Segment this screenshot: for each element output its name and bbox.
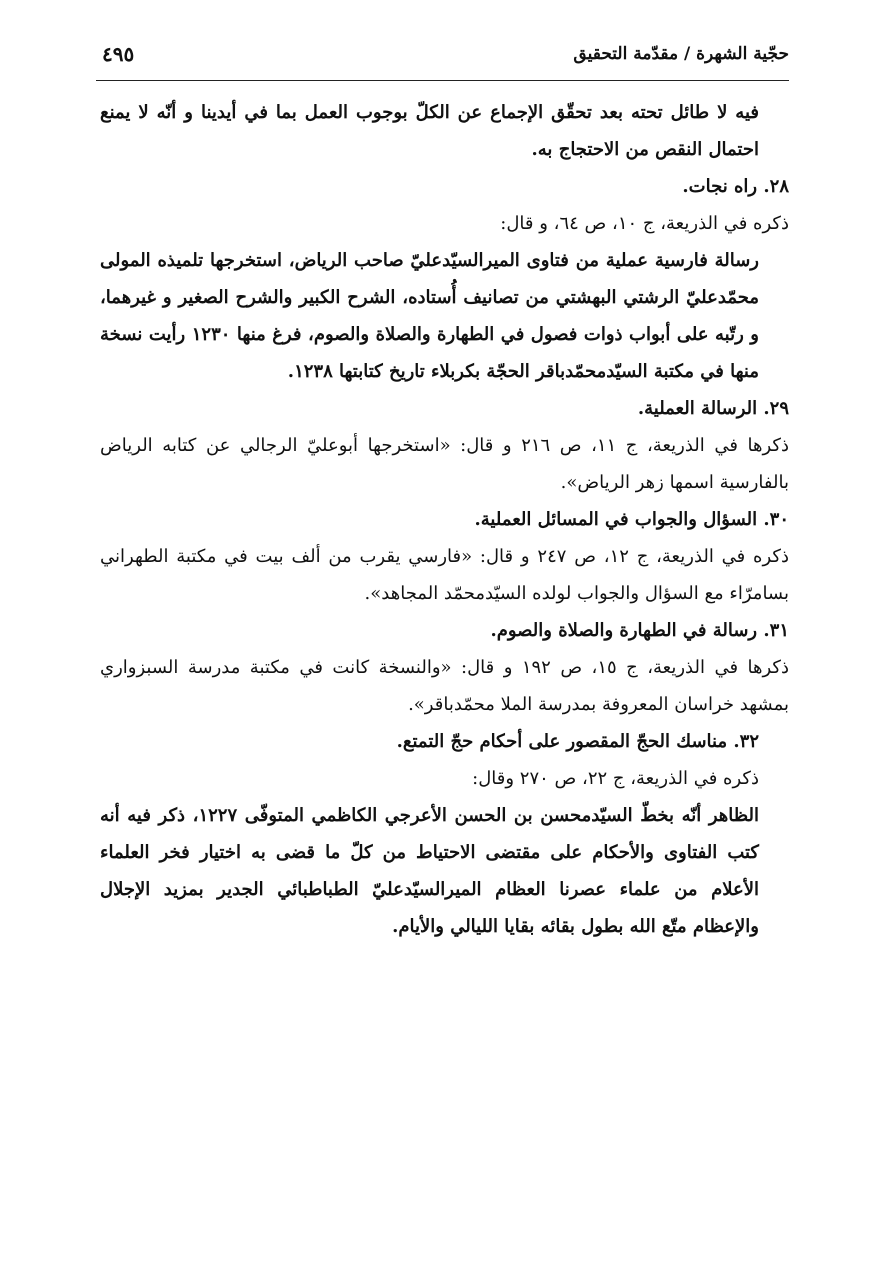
page-number: ٤٩٥	[102, 42, 135, 66]
quote-paragraph: فيه لا طائل تحته بعد تحقّق الإجماع عن الكلّ بوجوب العمل بما في أيدينا و أنّه لا يمنع احتمال النقص من الاحتجاج به.	[100, 102, 759, 160]
running-title: حجّية الشهرة / مقدّمة التحقيق	[573, 44, 789, 64]
citation-paragraph: ذكره في الذريعة، ج ٢٢، ص ٢٧٠ وقال:	[472, 768, 759, 789]
list-item-29: ٢٩. الرسالة العملية.	[637, 398, 789, 419]
list-item-28: ٢٨. راه نجات.	[682, 176, 789, 197]
citation-paragraph: ذكرها في الذريعة، ج ١٥، ص ١٩٢ و قال: «والنسخة كانت في مكتبة مدرسة السبزواري بمشهد خراسان المعروفة بمدرسة الملا محمّدباقر».	[100, 657, 790, 715]
list-item-31: ٣١. رسالة في الطهارة والصلاة والصوم.	[490, 620, 789, 641]
header-divider	[96, 80, 789, 81]
page-header	[96, 36, 789, 80]
body-text	[100, 94, 789, 945]
quote-paragraph: الظاهر أنّه بخطّ السيّدمحسن بن الحسن الأعرجي الكاظمي المتوفّى ١٢٢٧، ذكر فيه أنه كتب الفتاوى والأحكام على مقتضى الاحتياط من كلّ ما قضى به اختيار فخر العلماء الأعلام من علماء عصرنا العظام الميرالسيّدعليّ الطباطبائي الجدير بمزيد الإجلال والإعظام متّع الله بطول بقائه بقايا الليالي والأيام.	[100, 805, 759, 937]
quote-paragraph: رسالة فارسية عملية من فتاوى الميرالسيّدعليّ صاحب الرياض، استخرجها تلميذه المولى محمّدعليّ الرشتي البهشتي من تصانيف أُستاده، الشرح الكبير والشرح الصغير و غيرهما، و رتّبه على أبواب ذوات فصول في الطهارة والصلاة والصوم، فرغ منها ١٢٣٠ رأيت نسخة منها في مكتبة السيّدمحمّدباقر الحجّة بكربلاء تاريخ كتابتها ١٢٣٨.	[100, 250, 760, 382]
citation-paragraph: ذكرها في الذريعة، ج ١١، ص ٢١٦ و قال: «استخرجها أبوعليّ الرجالي عن كتابه الرياض بالفارسية اسمها زهر الرياض».	[100, 435, 789, 493]
list-item-30: ٣٠. السؤال والجواب في المسائل العملية.	[474, 509, 789, 530]
citation-paragraph: ذكره في الذريعة، ج ١٢، ص ٢٤٧ و قال: «فارسي يقرب من ألف بيت في مكتبة الطهراني بسامرّاء مع السؤال والجواب لولده السيّدمحمّد المجاهد».	[100, 546, 789, 604]
list-item-32: ٣٢. مناسك الحجّ المقصور على أحكام حجّ التمتع.	[396, 731, 759, 752]
citation-paragraph: ذكره في الذريعة، ج ١٠، ص ٦٤، و قال:	[500, 213, 789, 234]
